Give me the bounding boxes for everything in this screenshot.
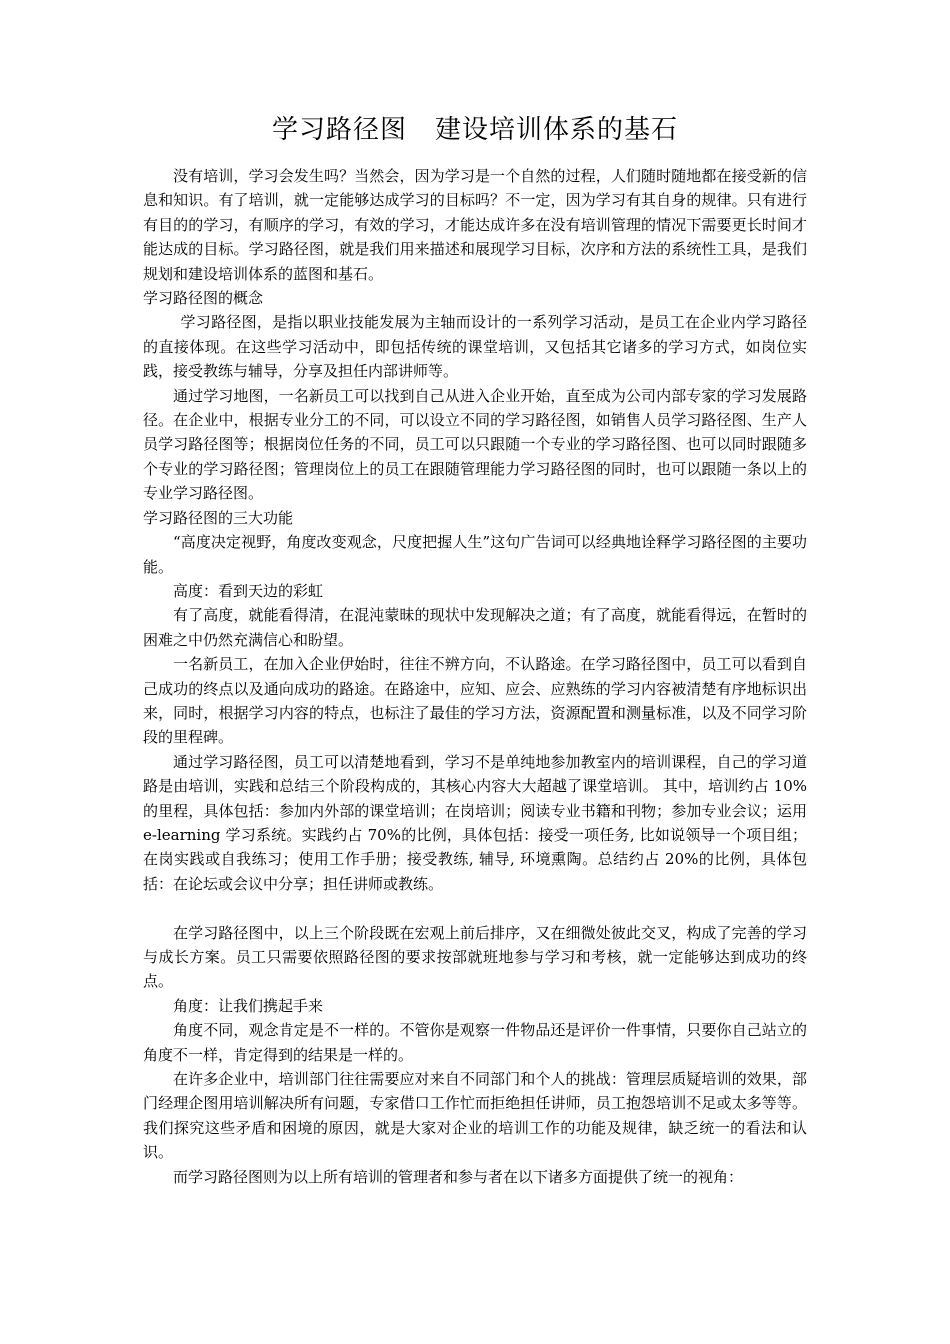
height-paragraph-4: 在学习路径图中，以上三个阶段既在宏观上前后排序，又在细微处彼此交叉，构成了完善的学习与成长方案。员工只需要依照路径图的要求按部就班地参与学习和考核，就一定能够达到成功的终点。 [143,923,807,991]
height-paragraph-3: 通过学习路径图，员工可以清楚地看到，学习不是单纯地参加教室内的培训课程，自己的学习道路是由培训，实践和总结三个阶段构成的，其核心内容大大超越了课堂培训。 其中，培训约占 10%的里程，具体包括：参加内外部的课堂培训；在岗培训；阅读专业书籍和刊物；参加专业会议；运用 e-learning 学习系统。实践约占 70%的比例，具体包括：接受一项任务, 比如说领导一个项目组；在岗实践或自我练习；使用工作手册；接受教练, 辅导, 环境熏陶。总结约占 20%的比例，具体包括：在论坛或会议中分享；担任讲师或教练。 [143,752,807,893]
functions-intro-paragraph: “高度决定视野，角度改变观念，尺度把握人生”这句广告词可以经典地诠释学习路径图的主要功能。 [143,533,807,576]
intro-paragraph: 没有培训，学习会发生吗？当然会，因为学习是一个自然的过程，人们随时随地都在接受新的信息和知识。有了培训，就一定能够达成学习的目标吗？不一定，因为学习有其自身的规律。只有进行有目的的学习，有顺序的学习，有效的学习，才能达成许多在没有培训管理的情况下需要更长时间才能达成的目标。学习路径图，就是我们用来描述和展现学习目标，次序和方法的系统性工具，是我们规划和建设培训体系的蓝图和基石。 [143,167,807,283]
subheading-height: 高度：看到天边的彩虹 [173,581,324,600]
subheading-angle: 角度：让我们携起手来 [173,996,324,1015]
document-page [143,110,807,1189]
document-title [143,110,807,150]
angle-paragraph-1: 角度不同，观念肯定是不一样的。不管你是观察一件物品还是评价一件事情，只要你自己站立的角度不一样，肯定得到的结果是一样的。 [143,1021,807,1064]
height-paragraph-2: 一名新员工，在加入企业伊始时，往往不辨方向，不认路途。在学习路径图中，员工可以看到自己成功的终点以及通向成功的路途。在路途中，应知、应会、应熟练的学习内容被清楚有序地标识出来，同时，根据学习内容的特点，也标注了最佳的学习方法，资源配置和测量标准，以及不同学习阶段的里程碑。 [143,655,807,747]
angle-paragraph-3: 而学习路径图则为以上所有培训的管理者和参与者在以下诸多方面提供了统一的视角： [173,1167,744,1186]
blank-line [143,896,807,920]
angle-paragraph-2: 在许多企业中，培训部门往往需要应对来自不同部门和个人的挑战：管理层质疑培训的效果，部门经理企图用培训解决所有问题，专家借口工作忙而拒绝担任讲师，员工抱怨培训不足或太多等等。我们探究这些矛盾和困境的原因，就是大家对企业的培训工作的功能及规律，缺乏统一的看法和认识。 [143,1070,807,1162]
section-heading-functions: 学习路径图的三大功能 [143,508,294,527]
section-heading-concept: 学习路径图的概念 [143,289,264,308]
title-part-1: 学习路径图 [271,115,407,145]
concept-paragraph-1: 学习路径图，是指以职业技能发展为主轴而设计的一系列学习活动，是员工在企业内学习路径的直接体现。在这些学习活动中，即包括传统的课堂培训，又包括其它诸多的学习方式，如岗位实践，接受教练与辅导，分享及担任内部讲师等。 [143,313,807,381]
title-part-2: 建设培训体系的基石 [435,115,679,145]
concept-paragraph-2: 通过学习地图，一名新员工可以找到自己从进入企业开始，直至成为公司内部专家的学习发展路径。在企业中，根据专业分工的不同，可以设立不同的学习路径图，如销售人员学习路径图、生产人员学习路径图等；根据岗位任务的不同，员工可以只跟随一个专业的学习路径图、也可以同时跟随多个专业的学习路径图；管理岗位上的员工在跟随管理能力学习路径图的同时，也可以跟随一条以上的专业学习路径图。 [143,386,807,503]
height-paragraph-1: 有了高度，就能看得清，在混沌蒙昧的现状中发现解决之道；有了高度，就能看得远，在暂时的困难之中仍然充满信心和盼望。 [143,606,807,649]
